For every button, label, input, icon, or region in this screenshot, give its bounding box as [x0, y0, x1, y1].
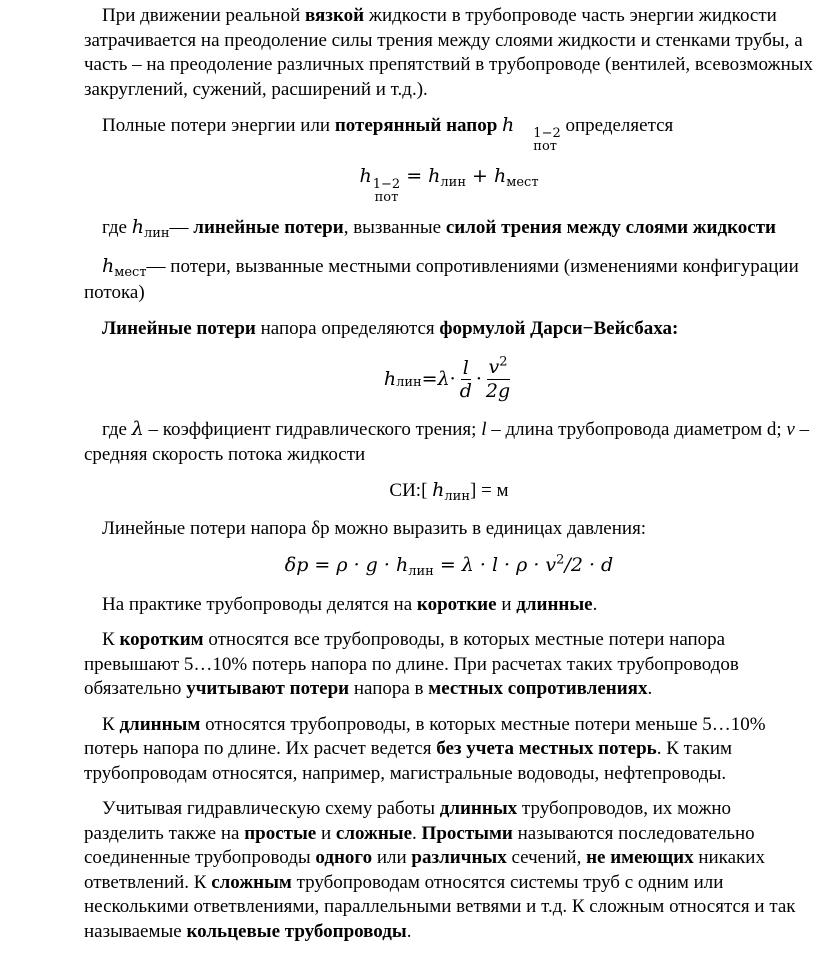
paragraph-simple-complex: Учитывая гидравлическую схему работы длинных трубопроводов, их можно разделить также на простые и сложные. Простыми называются последовательно соединенные трубопроводы одного или различных сечений, не имеющих никаких ответвлений. К сложным трубопроводам относятся системы труб с одним или несколькими ответвлениями, параллельными ветвями и т.д. К сложным относятся и так называемые кольцевые трубопроводы. [84, 798, 796, 942]
paragraph-total-loss: Полные потери энергии или потерянный напор h 1−2 пот определяется [102, 114, 674, 154]
bold-term-linear-losses: линейные потери [193, 217, 344, 238]
paragraph-local-def: $h_{мест}—$ потери, вызванные местными сопротивлениями (изменениями конфигурации потока) [84, 254, 799, 303]
bold-term-viscous: вязкой [305, 5, 365, 26]
subsup-pot: 1−2 пот [533, 126, 561, 154]
formula-darcy-weisbach: h лин = λ · $\frac{l}{d}$ · $\frac{v^2}{2g}$ [383, 354, 511, 402]
paragraph-pressure: Линейные потери напора δр можно выразить в единицах давления: [102, 517, 647, 539]
fraction-v2-over-2g: $\frac{v^2}{2g}$ [485, 354, 511, 402]
paragraph-intro: При движении реальной вязкой жидкости в трубопроводе часть энергии жидкости затрачивается на преодоление силы трения между слоями жидкости и стенками трубы, а часть – на преодоление различных препятствий в трубопроводе (вентилей, всевозможных закруглений, сужений, расширений и т.д.). [84, 5, 814, 100]
paragraph-darcy-where: где λ – коэффициент гидравлического трения; l – длина трубопровода диаметром d; v – средняя скорость потока жидкости [84, 418, 810, 465]
paragraph-long-pipes: К длинным относятся трубопроводы, в которых местные потери меньше 5…10% потерь напора по длине. Их расчет ведется без учета местных потерь. К таким трубопроводам относятся, например, магистральные водоводы, нефтепроводы. [84, 713, 766, 784]
bold-term-lost-head: потерянный напор [334, 115, 498, 136]
paragraph-short-pipes: К коротким относятся все трубопроводы, в которых местные потери напора превышают 5…10% потерь напора по длине. При расчетах таких трубопроводов обязательно учитывают потери напора в местных сопротивлениях. [84, 629, 739, 699]
paragraph-darcy-intro: Линейные потери напора определяются формулой Дарси−Вейсбаха: [102, 317, 679, 339]
paragraph-linear-def: где $h_{лин}—$ линейные потери, вызванные силой трения между слоями жидкости [102, 216, 777, 241]
document-page [84, 4, 814, 944]
fraction-l-over-d: $\frac{l}{d}$ [459, 356, 472, 402]
formula-si-unit: СИ:[ $h_{лин}] = м$ [389, 479, 509, 504]
formula-total-loss: h 1−2 пот = $h_{лин} + h_{мест}$ [359, 165, 539, 205]
paragraph-classification: На практике трубопроводы делятся на короткие и длинные. [102, 593, 598, 615]
formula-pressure: $\delta p = \rho \cdot g \cdot h_{лин} = \lambda \cdot l \cdot \rho \cdot v^2/2 \cdot d$ [284, 552, 614, 579]
bold-term-friction: силой трения между слоями жидкости [445, 217, 777, 238]
